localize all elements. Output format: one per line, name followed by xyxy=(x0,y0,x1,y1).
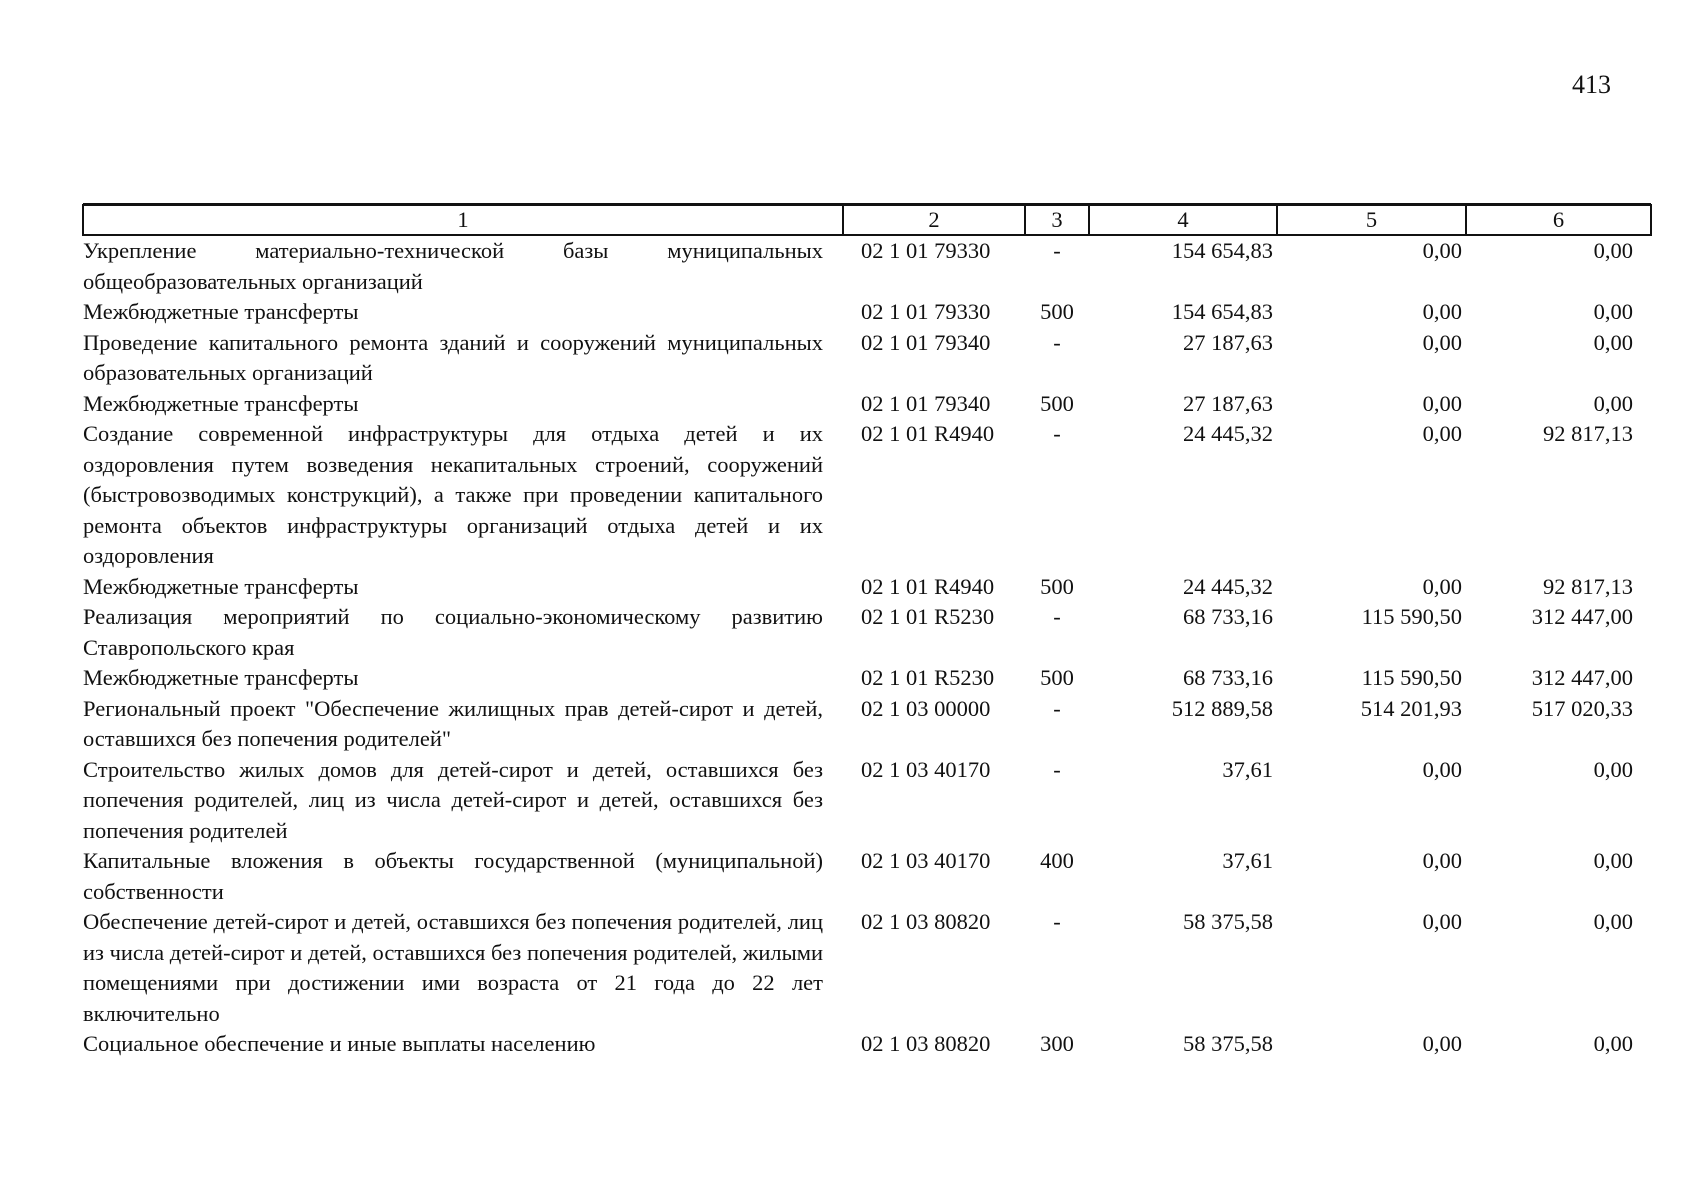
row-value-col6: 92 817,13 xyxy=(1543,573,1633,599)
row-name: Проведение капитального ремонта зданий и сооружений муниципальных образовательных организаций xyxy=(83,329,823,385)
row-value-col5: 0,00 xyxy=(1422,329,1462,355)
table-row xyxy=(83,297,1651,328)
row-value-col6: 0,00 xyxy=(1593,848,1633,873)
row-value-col4: 512 889,58 xyxy=(1171,695,1273,721)
row-type: - xyxy=(1053,909,1061,934)
row-value-col5: 0,00 xyxy=(1422,299,1462,324)
header-col-2: 2 xyxy=(843,205,1025,235)
row-value-col6: 312 447,00 xyxy=(1531,665,1633,690)
row-value-col5: 115 590,50 xyxy=(1361,604,1462,629)
row-value-col6: 0,00 xyxy=(1593,909,1633,934)
row-type: - xyxy=(1053,329,1061,355)
table-row xyxy=(83,328,1651,389)
header-col-3: 3 xyxy=(1025,205,1089,235)
row-value-col4: 68 733,16 xyxy=(1183,604,1273,629)
table-row xyxy=(83,663,1651,694)
row-name: Региональный проект "Обеспечение жилищных прав детей-сирот и детей, оставшихся без попечения родителей" xyxy=(83,695,823,751)
table-row xyxy=(83,694,1651,755)
row-code: 02 1 01 R5230 xyxy=(861,604,995,629)
row-code: 02 1 01 R4940 xyxy=(861,421,995,446)
row-code: 02 1 01 79330 xyxy=(861,299,991,324)
row-name: Социальное обеспечение и иные выплаты населению xyxy=(83,1031,596,1056)
row-code: 02 1 01 R5230 xyxy=(861,665,995,690)
row-value-col5: 0,00 xyxy=(1422,909,1462,934)
page-number: 413 xyxy=(1572,70,1611,99)
row-value-col6: 0,00 xyxy=(1593,238,1633,263)
header-col-5: 5 xyxy=(1277,205,1466,235)
row-name: Строительство жилых домов для детей-сирот и детей, оставшихся без попечения родителей, лиц из числа детей-сирот и детей, оставшихся без попечения родителей xyxy=(83,756,823,843)
row-value-col6: 0,00 xyxy=(1593,756,1633,782)
header-col-1: 1 xyxy=(83,205,843,235)
table-row xyxy=(83,389,1651,420)
row-type: - xyxy=(1053,695,1061,721)
row-name: Создание современной инфраструктуры для отдыха детей и их оздоровления путем возведения некапитальных строений, сооружений (быстровозводимых конструкций), а также при проведении капитального ремонта объектов инфраструктуры организаций отдыха детей и их оздоровления xyxy=(83,421,823,568)
row-code: 02 1 03 40170 xyxy=(861,756,991,782)
header-row xyxy=(83,205,1651,235)
row-code: 02 1 01 79340 xyxy=(861,390,991,416)
row-code: 02 1 03 40170 xyxy=(861,848,991,873)
row-value-col5: 0,00 xyxy=(1422,390,1462,416)
row-type: - xyxy=(1053,238,1061,263)
row-value-col6: 92 817,13 xyxy=(1543,421,1633,446)
row-value-col4: 58 375,58 xyxy=(1183,1031,1273,1056)
row-code: 02 1 01 79340 xyxy=(861,329,991,355)
row-value-col6: 0,00 xyxy=(1593,1031,1633,1056)
row-value-col4: 37,61 xyxy=(1222,756,1273,782)
table-row xyxy=(83,1029,1651,1060)
row-value-col6: 0,00 xyxy=(1593,299,1633,324)
row-type: - xyxy=(1053,604,1061,629)
table-row xyxy=(83,572,1651,603)
row-code: 02 1 03 00000 xyxy=(861,695,991,721)
row-name: Межбюджетные трансферты xyxy=(83,299,359,324)
table-body xyxy=(83,235,1651,1060)
row-value-col4: 27 187,63 xyxy=(1183,390,1273,416)
row-name: Реализация мероприятий по социально-экономическому развитию Ставропольского края xyxy=(83,604,823,660)
table-row xyxy=(83,907,1651,1029)
table-row xyxy=(83,235,1651,297)
row-type: 400 xyxy=(1040,848,1074,873)
row-value-col4: 27 187,63 xyxy=(1183,329,1273,355)
table-row xyxy=(83,755,1651,847)
row-name: Межбюджетные трансферты xyxy=(83,390,359,416)
row-value-col4: 58 375,58 xyxy=(1183,909,1273,934)
row-code: 02 1 03 80820 xyxy=(861,1031,991,1056)
row-value-col5: 0,00 xyxy=(1422,756,1462,782)
row-type: 500 xyxy=(1040,665,1074,690)
row-value-col4: 68 733,16 xyxy=(1183,665,1273,690)
row-type: - xyxy=(1053,421,1061,446)
row-value-col5: 0,00 xyxy=(1422,573,1462,599)
row-name: Межбюджетные трансферты xyxy=(83,573,359,599)
row-type: 500 xyxy=(1040,573,1074,599)
row-value-col5: 0,00 xyxy=(1422,848,1462,873)
row-value-col6: 0,00 xyxy=(1593,390,1633,416)
row-value-col4: 24 445,32 xyxy=(1183,421,1273,446)
row-value-col4: 24 445,32 xyxy=(1183,573,1273,599)
row-name: Межбюджетные трансферты xyxy=(83,665,359,690)
row-type: 300 xyxy=(1040,1031,1074,1056)
table-row xyxy=(83,419,1651,572)
row-value-col4: 154 654,83 xyxy=(1171,238,1273,263)
row-type: - xyxy=(1053,756,1061,782)
budget-table xyxy=(82,204,1652,1060)
row-name: Обеспечение детей-сирот и детей, оставшихся без попечения родителей, лиц из числа детей-сирот и детей, оставшихся без попечения родителей, жилыми помещениями при достижении ими возраста от 21 года до 22 лет включительно xyxy=(83,909,823,1026)
header-col-4: 4 xyxy=(1089,205,1277,235)
row-value-col5: 514 201,93 xyxy=(1360,695,1462,721)
row-name: Укрепление материально-технической базы муниципальных общеобразовательных организаций xyxy=(83,238,823,294)
row-code: 02 1 01 R4940 xyxy=(861,573,995,599)
row-value-col6: 517 020,33 xyxy=(1531,695,1633,721)
row-value-col5: 0,00 xyxy=(1422,1031,1462,1056)
row-type: 500 xyxy=(1040,390,1074,416)
table-row xyxy=(83,602,1651,663)
row-value-col6: 312 447,00 xyxy=(1531,604,1633,629)
table-row xyxy=(83,846,1651,907)
row-value-col5: 0,00 xyxy=(1422,421,1462,446)
row-code: 02 1 01 79330 xyxy=(861,238,991,263)
row-value-col5: 115 590,50 xyxy=(1361,665,1462,690)
table-header xyxy=(83,205,1651,235)
header-col-6: 6 xyxy=(1466,205,1651,235)
row-value-col4: 37,61 xyxy=(1222,848,1273,873)
row-type: 500 xyxy=(1040,299,1074,324)
row-code: 02 1 03 80820 xyxy=(861,909,991,934)
row-value-col5: 0,00 xyxy=(1422,238,1462,263)
row-name: Капитальные вложения в объекты государственной (муниципальной) собственности xyxy=(83,848,823,904)
row-value-col6: 0,00 xyxy=(1593,329,1633,355)
row-value-col4: 154 654,83 xyxy=(1171,299,1273,324)
